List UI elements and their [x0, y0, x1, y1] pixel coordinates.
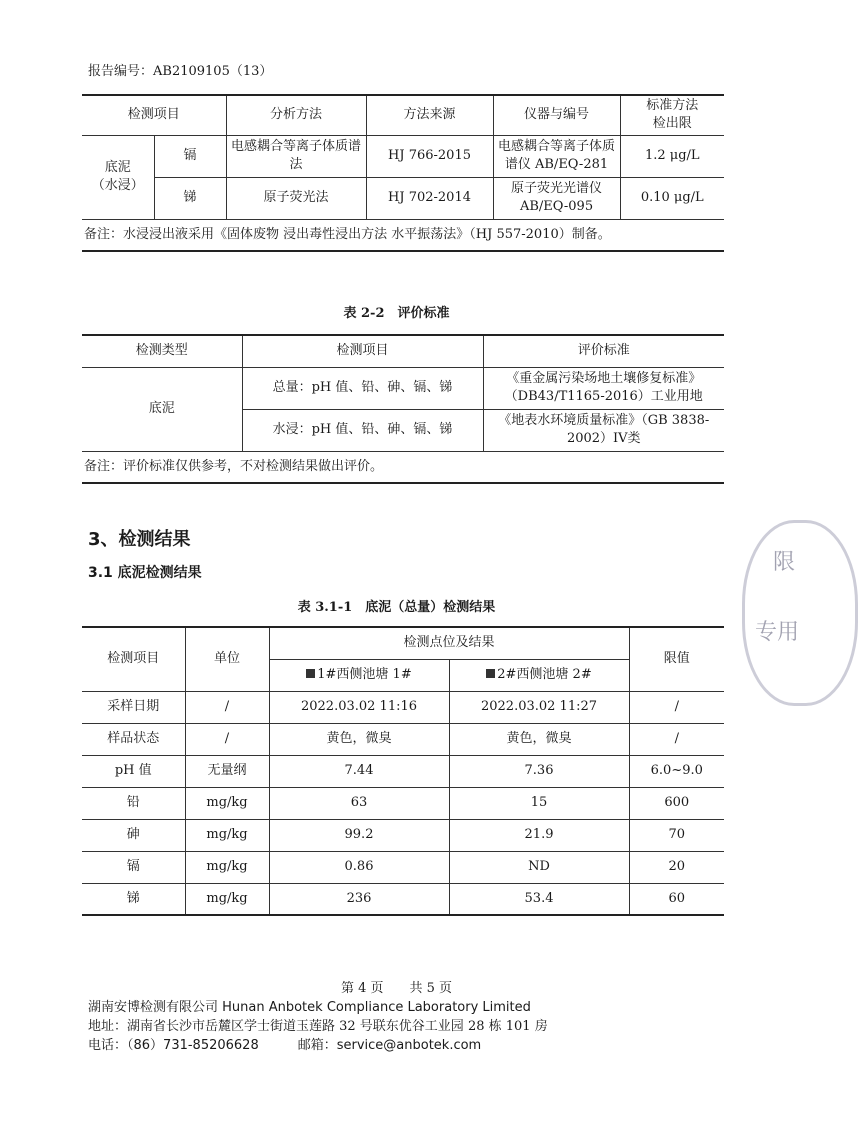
results-limit: /: [629, 723, 724, 755]
results-item: 采样日期: [82, 691, 185, 723]
results-unit: /: [185, 723, 269, 755]
section-subtitle: 3.1 底泥检测结果: [88, 565, 202, 581]
results-p1: 99.2: [269, 819, 449, 851]
results-unit: mg/kg: [185, 851, 269, 883]
results-item: 锑: [82, 883, 185, 915]
company-seal-stamp: [742, 520, 858, 706]
results-p2: 7.36: [449, 755, 629, 787]
standards-note: 备注：评价标准仅供参考，不对检测结果做出评价。: [82, 451, 724, 483]
results-header-unit: 单位: [185, 627, 269, 691]
results-item: pH 值: [82, 755, 185, 787]
standards-caption: 表 2-2 评价标准: [343, 306, 450, 321]
results-p2: ND: [449, 851, 629, 883]
results-header-point2-label: 2#西侧池塘 2#: [497, 667, 592, 682]
footer-address: 地址：湖南省长沙市岳麓区学士街道玉莲路 32 号联东优谷工业园 28 栋 101 房: [88, 1019, 548, 1034]
methods-header-instrument: 仪器与编号: [493, 95, 620, 135]
results-limit: 70: [629, 819, 724, 851]
results-header-item: 检测项目: [82, 627, 185, 691]
page-number: 第 4 页 共 5 页: [340, 981, 453, 996]
methods-limit: 1.2 μg/L: [620, 135, 724, 177]
results-unit: mg/kg: [185, 787, 269, 819]
stamp-text: 专用: [755, 620, 800, 645]
results-limit: 20: [629, 851, 724, 883]
methods-item: 锑: [154, 177, 226, 219]
standards-standard: 《重金属污染场地土壤修复标准》（DB43/T1165-2016）工业用地: [483, 367, 724, 409]
point-marker-icon: [306, 669, 315, 678]
results-header-point2: [449, 659, 629, 691]
table-row: [82, 883, 724, 915]
results-item: 样品状态: [82, 723, 185, 755]
results-caption: 表 3.1-1 底泥（总量）检测结果: [297, 600, 496, 615]
table-row: [82, 723, 724, 755]
footer-contact: 电话：（86）731-85206628 邮箱：service@anbotek.com: [88, 1038, 482, 1053]
standards-type: 底泥: [82, 367, 242, 451]
standards-table: [82, 334, 724, 484]
results-p2: 21.9: [449, 819, 629, 851]
results-p2: 2022.03.02 11:27: [449, 691, 629, 723]
results-table: [82, 626, 724, 916]
methods-header-limit: 标准方法 检出限: [620, 95, 724, 135]
results-header-points: 检测点位及结果: [269, 627, 629, 659]
methods-note: 备注：水浸浸出液采用《固体废物 浸出毒性浸出方法 水平振荡法》（HJ 557-2010）制备。: [82, 219, 724, 251]
results-limit: 6.0~9.0: [629, 755, 724, 787]
results-item: 砷: [82, 819, 185, 851]
methods-instrument: 原子荧光光谱仪 AB/EQ-095: [493, 177, 620, 219]
results-header-point1-label: 1#西侧池塘 1#: [317, 667, 412, 682]
results-p1: 63: [269, 787, 449, 819]
results-p1: 2022.03.02 11:16: [269, 691, 449, 723]
results-item: 铅: [82, 787, 185, 819]
standards-items: 水浸：pH 值、铅、砷、镉、锑: [242, 409, 483, 451]
standards-standard: 《地表水环境质量标准》（GB 3838-2002）IV类: [483, 409, 724, 451]
methods-item: 镉: [154, 135, 226, 177]
results-p2: 黄色，微臭: [449, 723, 629, 755]
footer-company: 湖南安博检测有限公司 Hunan Anbotek Compliance Laboratory Limited: [88, 1000, 531, 1015]
table-row: [82, 819, 724, 851]
results-unit: mg/kg: [185, 883, 269, 915]
standards-header-type: 检测类型: [82, 335, 242, 367]
methods-source: HJ 766-2015: [366, 135, 493, 177]
results-p1: 236: [269, 883, 449, 915]
results-unit: 无量纲: [185, 755, 269, 787]
methods-limit: 0.10 μg/L: [620, 177, 724, 219]
results-limit: /: [629, 691, 724, 723]
results-limit: 60: [629, 883, 724, 915]
results-unit: /: [185, 691, 269, 723]
table-row: [82, 787, 724, 819]
standards-header-items: 检测项目: [242, 335, 483, 367]
results-p2: 53.4: [449, 883, 629, 915]
results-p1: 7.44: [269, 755, 449, 787]
section-title: 3、检测结果: [88, 529, 191, 550]
methods-source: HJ 702-2014: [366, 177, 493, 219]
methods-table: [82, 94, 724, 252]
table-row: [82, 851, 724, 883]
point-marker-icon: [486, 669, 495, 678]
results-unit: mg/kg: [185, 819, 269, 851]
standards-header-standard: 评价标准: [483, 335, 724, 367]
results-p1: 黄色，微臭: [269, 723, 449, 755]
stamp-text: 限: [773, 550, 796, 575]
table-row: [82, 755, 724, 787]
methods-instrument: 电感耦合等离子体质谱仪 AB/EQ-281: [493, 135, 620, 177]
methods-header-method: 分析方法: [226, 95, 366, 135]
table-row: [82, 691, 724, 723]
results-limit: 600: [629, 787, 724, 819]
results-header-limit: 限值: [629, 627, 724, 691]
methods-method: 电感耦合等离子体质谱法: [226, 135, 366, 177]
results-p1: 0.86: [269, 851, 449, 883]
methods-header-item: 检测项目: [82, 95, 226, 135]
results-p2: 15: [449, 787, 629, 819]
results-header-point1: [269, 659, 449, 691]
methods-group-label: 底泥 （水浸）: [82, 135, 154, 219]
standards-items: 总量：pH 值、铅、砷、镉、锑: [242, 367, 483, 409]
methods-method: 原子荧光法: [226, 177, 366, 219]
methods-header-source: 方法来源: [366, 95, 493, 135]
results-item: 镉: [82, 851, 185, 883]
report-number: 报告编号：AB2109105（13）: [88, 64, 273, 79]
